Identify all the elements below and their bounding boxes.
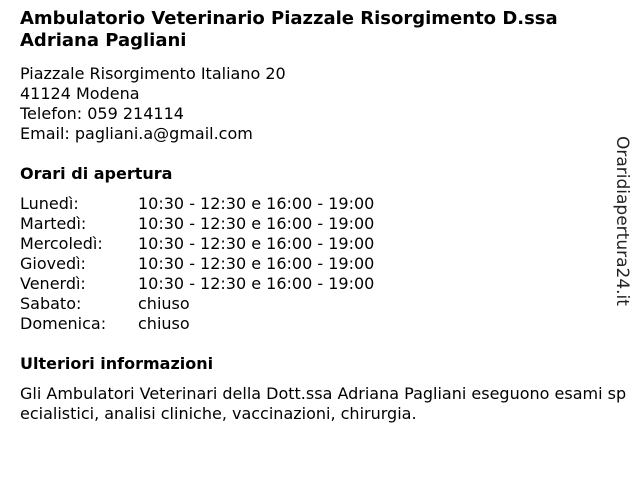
watermark bbox=[610, 136, 634, 308]
time-value: 10:30 - 12:30 e 16:00 - 19:00 bbox=[138, 194, 375, 213]
business-card bbox=[20, 8, 632, 424]
day-label: Lunedì: bbox=[20, 194, 79, 213]
hours-row-monday bbox=[20, 194, 632, 214]
page-title: Ambulatorio Veterinario Piazzale Risorgimento D.ssa Adriana Pagliani bbox=[20, 8, 558, 51]
opening-hours-table bbox=[20, 194, 632, 334]
day-label: Venerdì: bbox=[20, 274, 86, 293]
hours-row-tuesday bbox=[20, 214, 632, 234]
phone-number: Telefon: 059 214114 bbox=[20, 104, 184, 123]
time-value: 10:30 - 12:30 e 16:00 - 19:00 bbox=[138, 274, 375, 293]
hours-heading: Orari di apertura bbox=[20, 164, 173, 183]
hours-row-wednesday bbox=[20, 234, 632, 254]
day-label: Domenica: bbox=[20, 314, 107, 333]
hours-row-sunday bbox=[20, 314, 632, 334]
day-label: Martedì: bbox=[20, 214, 87, 233]
hours-row-friday bbox=[20, 274, 632, 294]
time-value: 10:30 - 12:30 e 16:00 - 19:00 bbox=[138, 234, 375, 253]
info-heading: Ulteriori informazioni bbox=[20, 354, 214, 373]
time-value: chiuso bbox=[138, 294, 190, 313]
hours-row-saturday bbox=[20, 294, 632, 314]
time-value: chiuso bbox=[138, 314, 190, 333]
day-label: Giovedì: bbox=[20, 254, 86, 273]
street-address: Piazzale Risorgimento Italiano 20 bbox=[20, 64, 286, 83]
city-address: 41124 Modena bbox=[20, 84, 140, 103]
hours-row-thursday bbox=[20, 254, 632, 274]
day-label: Mercoledì: bbox=[20, 234, 103, 253]
watermark-text: Oraridiapertura24.it bbox=[612, 136, 632, 306]
info-text: Gli Ambulatori Veterinari della Dott.ssa Adriana Pagliani eseguono esami specialistici, analisi cliniche, vaccinazioni, chirurgia. bbox=[20, 384, 627, 423]
time-value: 10:30 - 12:30 e 16:00 - 19:00 bbox=[138, 214, 375, 233]
day-label: Sabato: bbox=[20, 294, 82, 313]
address-block bbox=[20, 64, 632, 144]
email-address: Email: pagliani.a@gmail.com bbox=[20, 124, 253, 143]
time-value: 10:30 - 12:30 e 16:00 - 19:00 bbox=[138, 254, 375, 273]
